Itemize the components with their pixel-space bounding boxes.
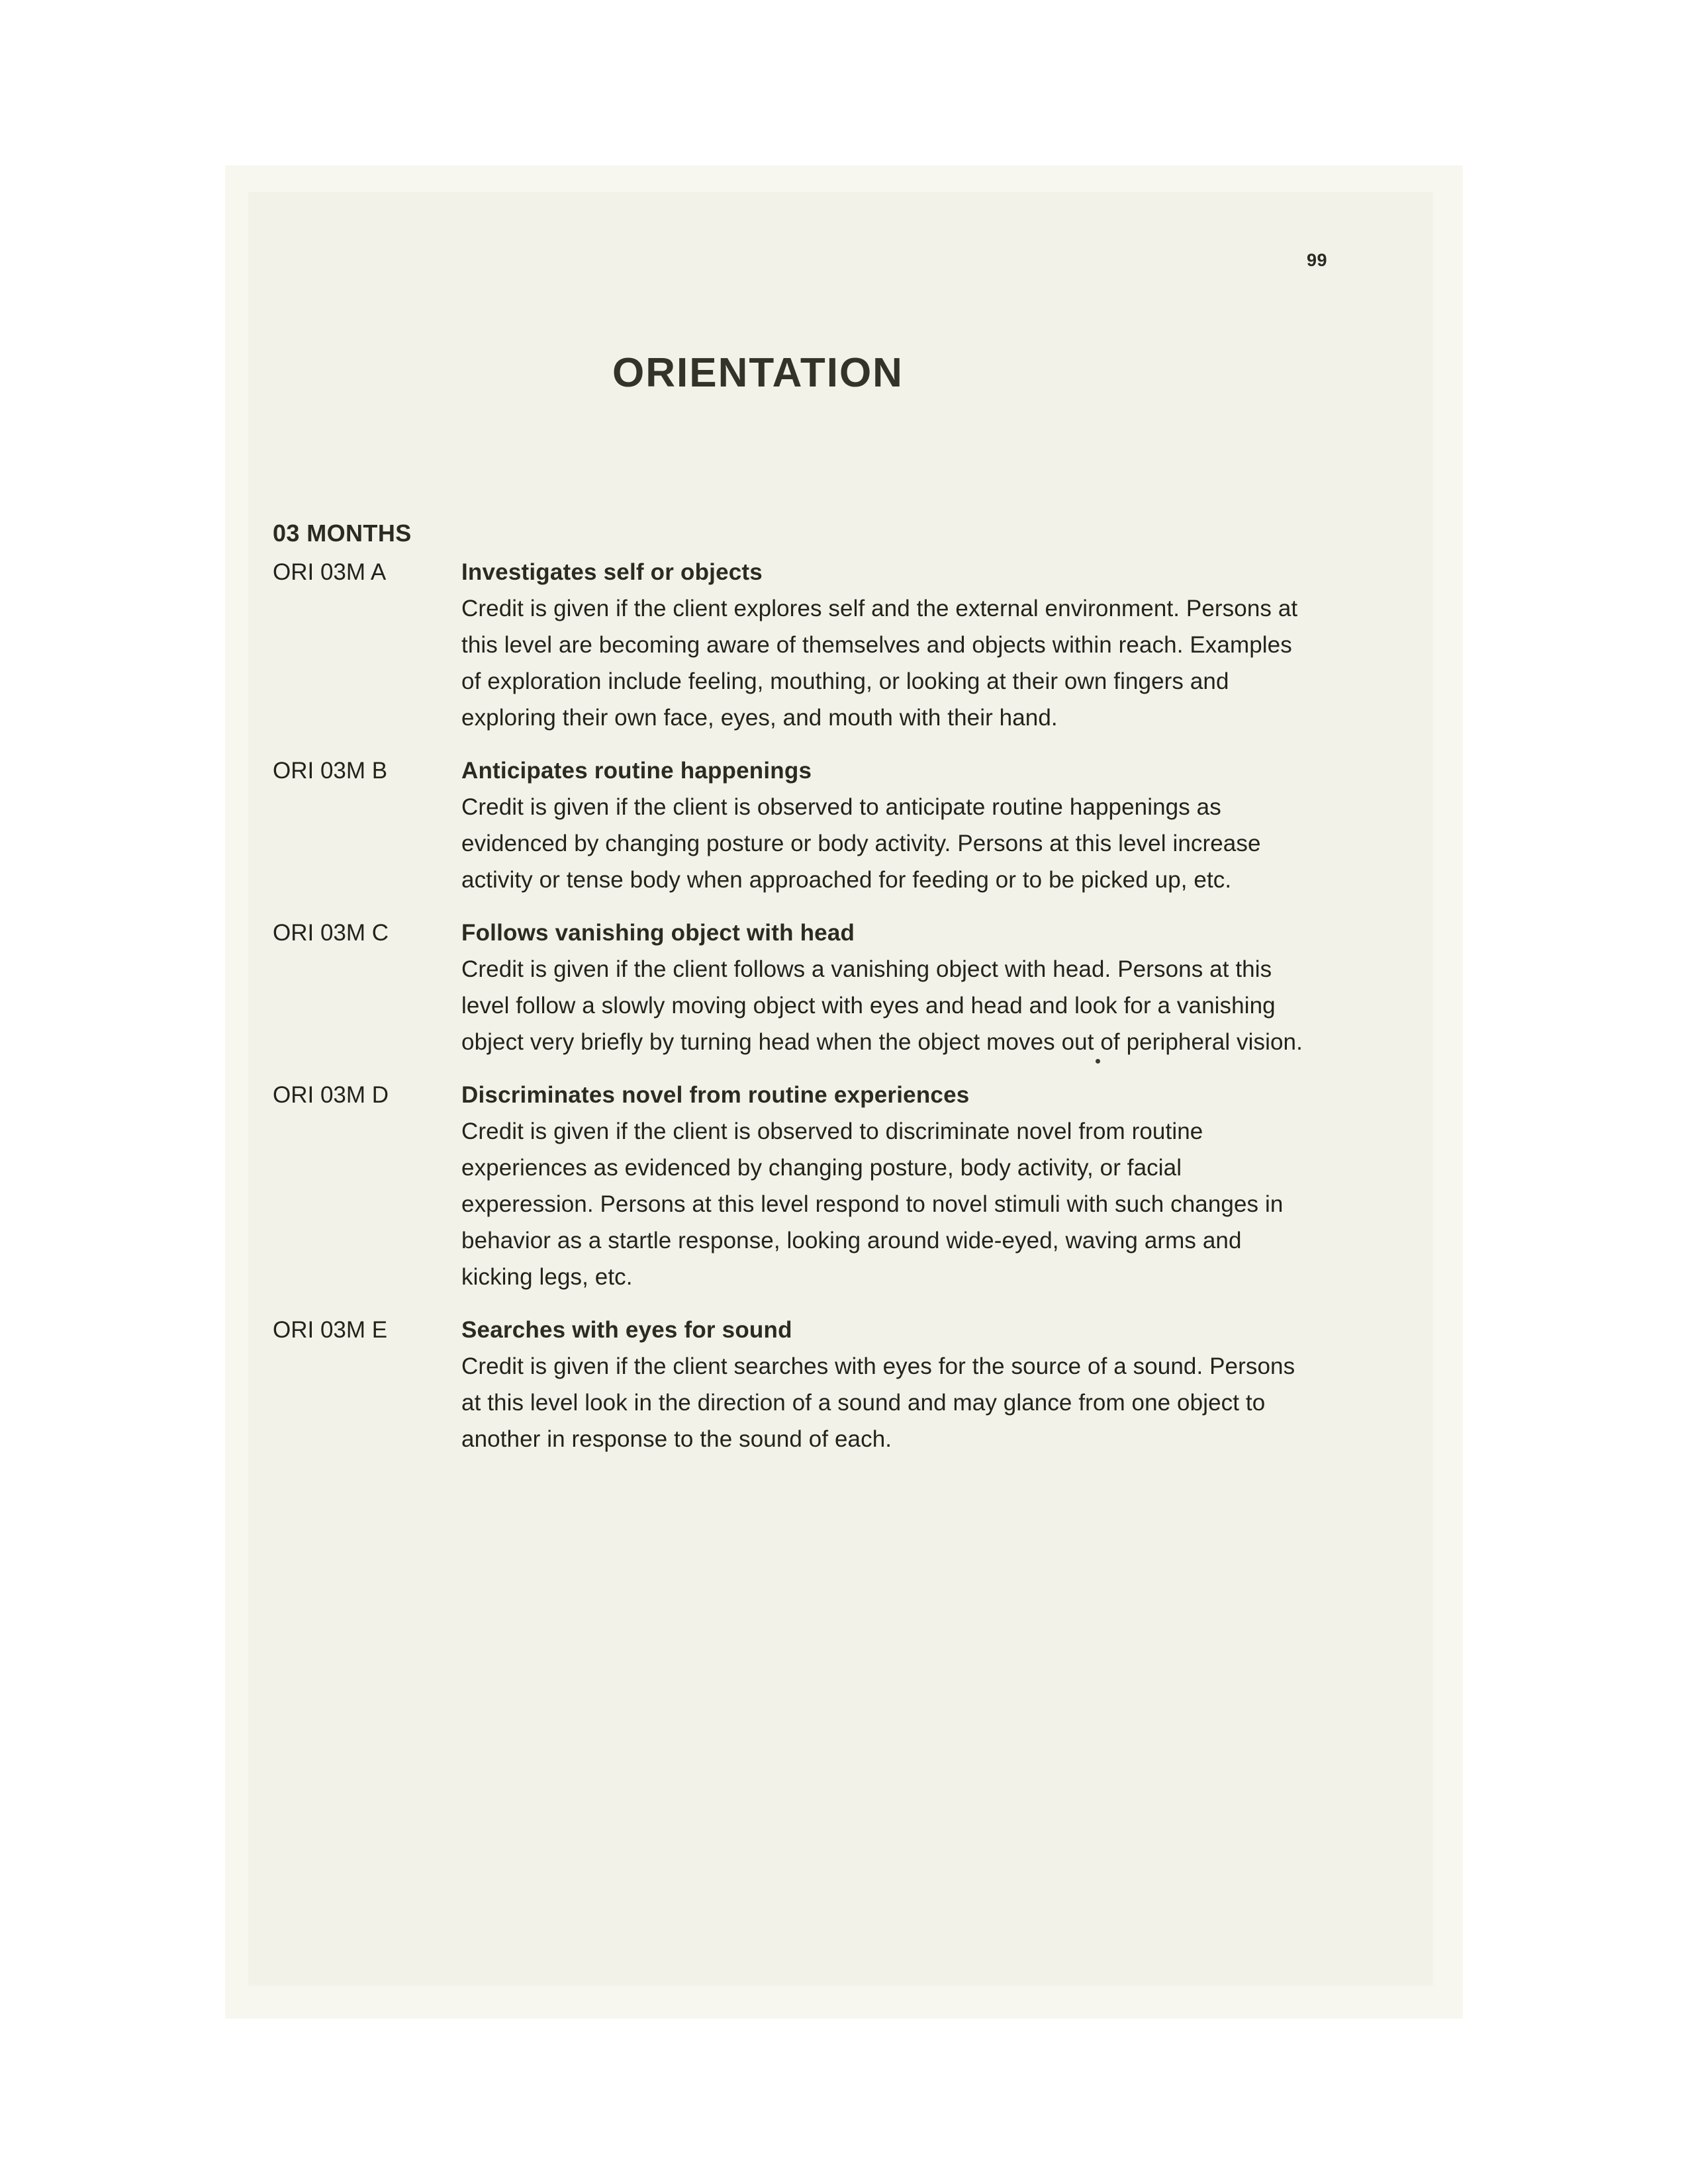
page-title: ORIENTATION — [612, 350, 904, 396]
entry-header — [273, 1312, 1411, 1348]
entry-body: Credit is given if the client is observed to anticipate routine happenings as evidenced by changing posture or body activity. Persons at this level increase activity or tense body when approached for feeding or to be picked up, etc. — [461, 794, 1261, 893]
entry-body: Credit is given if the client follows a vanishing object with head. Persons at this level follow a slowly moving object with eyes and head and look for a vanishing object very briefly by turning head when the object moves out of peripheral vision. — [461, 956, 1303, 1055]
entry-header — [273, 915, 1411, 951]
entry-title: Investigates self or objects — [461, 559, 763, 585]
entry-body: Credit is given if the client is observed to discriminate novel from routine experiences as evidenced by changing posture, body activity, or facial experession. Persons at this level respond to novel stimuli with such changes in behavior as a startle response, looking around wide-eyed, waving arms and kicking legs, etc. — [461, 1118, 1284, 1290]
entry-body: Credit is given if the client explores self and the external environment. Persons at this level are becoming aware of themselves and objects within reach. Examples of exploration include feeling, mouthing, or looking at their own fingers and exploring their own face, eyes, and mouth with their hand. — [461, 596, 1298, 731]
entry-code: ORI 03M E — [273, 1317, 388, 1343]
list-item — [273, 753, 1411, 898]
list-item — [273, 1077, 1411, 1295]
list-item — [273, 1312, 1411, 1457]
entry-header — [273, 1077, 1411, 1113]
entry-title: Searches with eyes for sound — [461, 1317, 792, 1343]
entry-code: ORI 03M A — [273, 559, 387, 585]
page-number: 99 — [1306, 250, 1327, 270]
entry-title: Anticipates routine happenings — [461, 758, 812, 784]
entry-header — [273, 555, 1411, 590]
entry-code: ORI 03M C — [273, 920, 389, 946]
list-item — [273, 555, 1411, 736]
entry-header — [273, 753, 1411, 789]
section-heading: 03 MONTHS — [273, 520, 412, 547]
list-item — [273, 915, 1411, 1060]
scan-artifact-dot — [1096, 1059, 1100, 1064]
entry-code: ORI 03M B — [273, 758, 388, 784]
entry-title: Discriminates novel from routine experiences — [461, 1082, 970, 1108]
entry-code: ORI 03M D — [273, 1082, 389, 1108]
entry-body: Credit is given if the client searches with eyes for the source of a sound. Persons at this level look in the direction of a sound and may glance from one object to another in response to the sound of each. — [461, 1353, 1295, 1452]
entry-title: Follows vanishing object with head — [461, 920, 855, 946]
entry-list — [273, 555, 1411, 1475]
